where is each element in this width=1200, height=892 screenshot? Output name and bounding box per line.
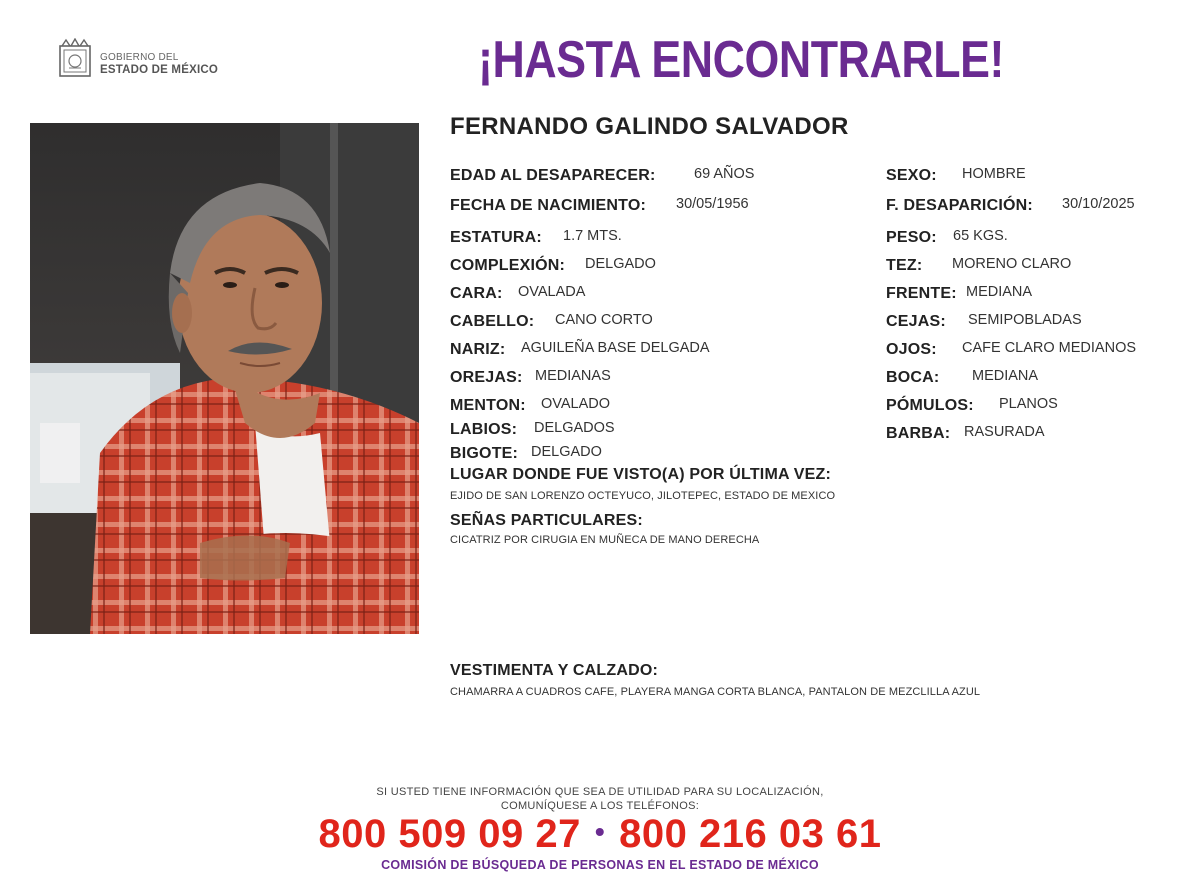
missing-person-photo [30,123,419,634]
field-value: MEDIANAS [535,368,611,384]
field-label: SEXO: [886,167,937,184]
field-row [886,396,1058,415]
field-row [450,196,749,215]
field-label: TEZ: [886,257,923,274]
field-value: CANO CORTO [555,312,653,328]
field-value: DELGADO [585,256,656,272]
field-row [886,424,1045,443]
footer-note-line-1: SI USTED TIENE INFORMACIÓN QUE SEA DE UTILIDAD PARA SU LOCALIZACIÓN, [376,786,824,798]
field-value: 30/05/1956 [676,196,749,212]
field-row [450,284,586,303]
phone-2: 800 216 03 61 [619,812,882,856]
field-value: AGUILEÑA BASE DELGADA [521,340,710,356]
field-value: SEMIPOBLADAS [968,312,1082,328]
field-row [886,228,1008,247]
field-row [450,166,755,185]
field-row [886,368,1039,387]
field-label: FECHA DE NACIMIENTO: [450,197,646,214]
field-label: LABIOS: [450,421,518,438]
field-value: MORENO CLARO [952,256,1072,272]
field-value: 69 AÑOS [694,166,755,182]
field-label: PESO: [886,229,937,246]
field-row [450,396,611,415]
field-value: HOMBRE [962,166,1026,182]
marks-text: CICATRIZ POR CIRUGIA EN MUÑECA DE MANO DERECHA [450,534,760,546]
agency-name: COMISIÓN DE BÚSQUEDA DE PERSONAS EN EL ESTADO DE MÉXICO [381,858,819,872]
phone-1: 800 509 09 27 [318,812,581,856]
logo-line-2: ESTADO DE MÉXICO [100,64,218,76]
field-label: BIGOTE: [450,445,519,462]
field-label: FRENTE: [886,285,957,302]
person-name: FERNANDO GALINDO SALVADOR [450,113,849,140]
field-value: DELGADOS [534,420,615,436]
field-row [886,256,1072,275]
marks-title: SEÑAS PARTICULARES: [450,512,643,529]
field-row [886,284,1033,303]
field-value: 30/10/2025 [1062,196,1135,212]
field-value: PLANOS [999,396,1058,412]
field-label: BARBA: [886,425,951,442]
field-value: DELGADO [531,444,602,460]
photo-image [30,123,419,634]
field-label: CARA: [450,285,503,302]
field-row [886,196,1135,215]
clothing-title: VESTIMENTA Y CALZADO: [450,662,659,679]
field-label: CEJAS: [886,313,946,330]
field-value: OVALADA [518,284,586,300]
field-row [450,340,710,359]
field-value: RASURADA [964,424,1045,440]
last-seen-text: EJIDO DE SAN LORENZO OCTEYUCO, JILOTEPEC, ESTADO DE MEXICO [450,490,836,502]
field-label: BOCA: [886,369,940,386]
field-row [450,312,653,331]
field-label: PÓMULOS: [886,397,974,414]
last-seen-title: LUGAR DONDE FUE VISTO(A) POR ÚLTIMA VEZ: [450,466,832,483]
phone-numbers [0,812,1200,857]
clothing-text: CHAMARRA A CUADROS CAFE, PLAYERA MANGA CORTA BLANCA, PANTALON DE MEZCLILLA AZUL [450,686,981,698]
field-label: CABELLO: [450,313,535,330]
field-label: EDAD AL DESAPARECER: [450,167,656,184]
field-row [450,420,615,439]
field-row [450,444,602,463]
headline: ¡HASTA ENCONTRARLE! [478,31,1004,89]
field-row [886,340,1137,359]
field-label: COMPLEXIÓN: [450,257,566,274]
field-value: MEDIANA [972,368,1039,384]
field-row [450,228,622,247]
logo-line-1: GOBIERNO DEL [100,52,179,63]
field-row [450,368,611,387]
field-label: F. DESAPARICIÓN: [886,197,1033,214]
field-row [886,312,1082,331]
field-value: 1.7 MTS. [563,228,622,244]
field-label: OJOS: [886,341,937,358]
field-row [886,166,1026,185]
state-seal-icon [56,38,94,80]
footer-note-line-2: COMUNÍQUESE A LOS TELÉFONOS: [500,800,700,812]
field-label: MENTON: [450,397,526,414]
field-label: OREJAS: [450,369,523,386]
field-value: CAFE CLARO MEDIANOS [962,340,1137,356]
field-value: OVALADO [541,396,611,412]
field-value: MEDIANA [966,284,1033,300]
field-row [450,256,656,275]
phone-separator: • [594,816,606,847]
field-label: ESTATURA: [450,229,542,246]
field-value: 65 KGS. [953,228,1008,244]
government-logo [56,38,246,82]
field-label: NARIZ: [450,341,506,358]
